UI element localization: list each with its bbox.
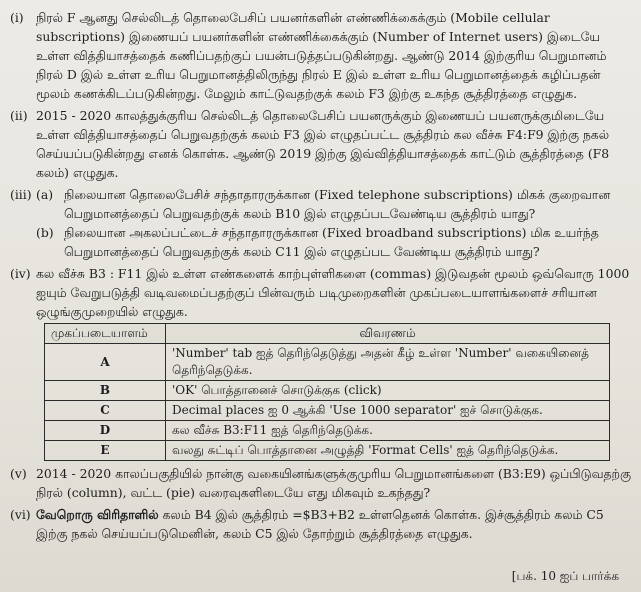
question-i (10, 8, 631, 103)
question-ii (10, 106, 631, 182)
question-text: நிரல் F ஆனது செல்லிடத் தொலைபேசிப் பயனர்களின் எண்ணிக்கைக்கும் (Mobile cellular subscriptions) இணையப் பயனர்களின் எண்ணிக்கைக்கும் (Number of Internet users) இடையே உள்ள வித்தியாசத்தைக் கணிப்பதற்குப் பயன்படுத்தப்படுகின்றது. ஆண்டு 2014 இற்குரிய பெறுமானம் நிரல் D இல் உள்ள உரிய பெறுமானத்திலிருந்து நிரல் E இல் உள்ள உரிய பெறுமானத்தைக் கழிப்பதன் மூலம் கணக்கிடப்படுகின்றது. மேலும் காட்டுவதற்குக் கலம் F3 இற்கு உகந்த சூத்திரத்தை எழுதுக. (36, 10, 607, 101)
question-text: கலம் B4 இல் சூத்திரம் =$B3+B2 உள்ளதெனக் கொள்க. இச்சூத்திரம் கலம் C5 இற்கு நகல் செய்யப்படுமெனின், கலம் C5 இல் தோற்றும் சூத்திரத்தை எழுதுக. (36, 507, 604, 541)
question-vi (10, 505, 631, 543)
question-iv (10, 264, 631, 461)
table-row (45, 441, 610, 461)
question-number: (v) (10, 466, 27, 481)
step-description: 'OK' பொத்தானைச் சொடுக்குக (click) (166, 381, 610, 401)
step-description: கல வீச்சு B3:F11 ஐத் தெரிந்தெடுக்க. (166, 421, 610, 441)
step-description: வலது சுட்டிப் பொத்தானை அழுத்தி 'Format Cells' ஐத் தெரிந்தெடுக்க. (166, 441, 610, 461)
table-row (45, 381, 610, 401)
sub-question-label: (a) (36, 187, 54, 202)
question-number: (vi) (10, 507, 31, 522)
question-v (10, 464, 631, 502)
step-code: A (45, 344, 166, 381)
question-number: (i) (10, 10, 24, 25)
sub-question-b (36, 223, 631, 261)
steps-table (44, 323, 610, 461)
step-code: C (45, 401, 166, 421)
sub-question-a (36, 185, 631, 223)
sub-question-text: நிலையான தொலைபேசிச் சந்தாதாரருக்கான (Fixed telephone subscriptions) மிகக் குறைவான பெறுமானத்தைப் பெறுவதற்குக் கலம் B10 இல் எழுதப்படவேண்டிய சூத்திரம் யாது? (64, 187, 611, 221)
sub-question-label: (b) (36, 225, 54, 240)
question-text: 2015 - 2020 காலத்துக்குரிய செல்லிடத் தொலைபேசிப் பயனருக்கும் இணையப் பயனருக்குமிடையே உள்ள வித்தியாசத்தைப் பெறுவதற்குக் கலம் F3 இல் எழுதப்பட்ட சூத்திரம் கல வீச்சு F4:F9 இற்கு நகல் செய்யப்படுகின்றது எனக் கொள்க. ஆண்டு 2019 இற்கு இவ்வித்தியாசத்தைக் காட்டும் சூத்திரத்தை (F8 கலம்) எழுதுக. (36, 108, 610, 180)
question-number: (ii) (10, 108, 28, 123)
table-row (45, 401, 610, 421)
table-row (45, 421, 610, 441)
page-turn-note: [பக். 10 ஐப் பார்க்க (511, 569, 619, 583)
step-description: 'Number' tab ஐத் தெரிந்தெடுத்து அதன் கீழ் உள்ள 'Number' வகையினைத் தெரிந்தெடுக்க. (166, 344, 610, 381)
column-header-description: விவரணம் (166, 324, 610, 344)
table-row (45, 344, 610, 381)
sub-question-text: நிலையான அகலப்பட்டைச் சந்தாதாரருக்கான (Fixed broadband subscriptions) மிக உயர்ந்த பெறுமானத்தைப் பெறுவதற்குக் கலம் C11 இல் எழுதப்பட வேண்டிய சூத்திரம் யாது? (64, 225, 599, 259)
column-header-code: முகப்படையாளம் (45, 324, 166, 344)
step-code: D (45, 421, 166, 441)
step-description: Decimal places ஐ 0 ஆக்கி 'Use 1000 separator' ஐச் சொடுக்குக. (166, 401, 610, 421)
question-number: (iii) (10, 187, 32, 202)
table-header-row (45, 324, 610, 344)
step-code: B (45, 381, 166, 401)
step-code: E (45, 441, 166, 461)
question-text: 2014 - 2020 காலப்பகுதியில் நான்கு வகையினங்களுக்குமுரிய பெறுமானங்களை (B3:E9) ஒப்பிடுவதற்கு நிரல் (column), வட்ட (pie) வரைவுகளிடையே எது மிகவும் உகந்தது? (36, 466, 631, 500)
question-lead-text: வேறொரு விரிதாளில் (36, 507, 159, 522)
question-iii (10, 185, 631, 261)
question-number: (iv) (10, 266, 31, 281)
question-text: கல வீச்சு B3 : F11 இல் உள்ள எண்களைக் காற்புள்ளிகளை (commas) இடுவதன் மூலம் ஒவ்வொரு 1000 ஐயும் வேறுபடுத்தி வடிவமைப்பதற்குப் பின்வரும் படிமுறைகளின் முகப்படையாளங்களைச் சரியான ஒழுங்குமுறையில் எழுதுக. (36, 266, 630, 319)
